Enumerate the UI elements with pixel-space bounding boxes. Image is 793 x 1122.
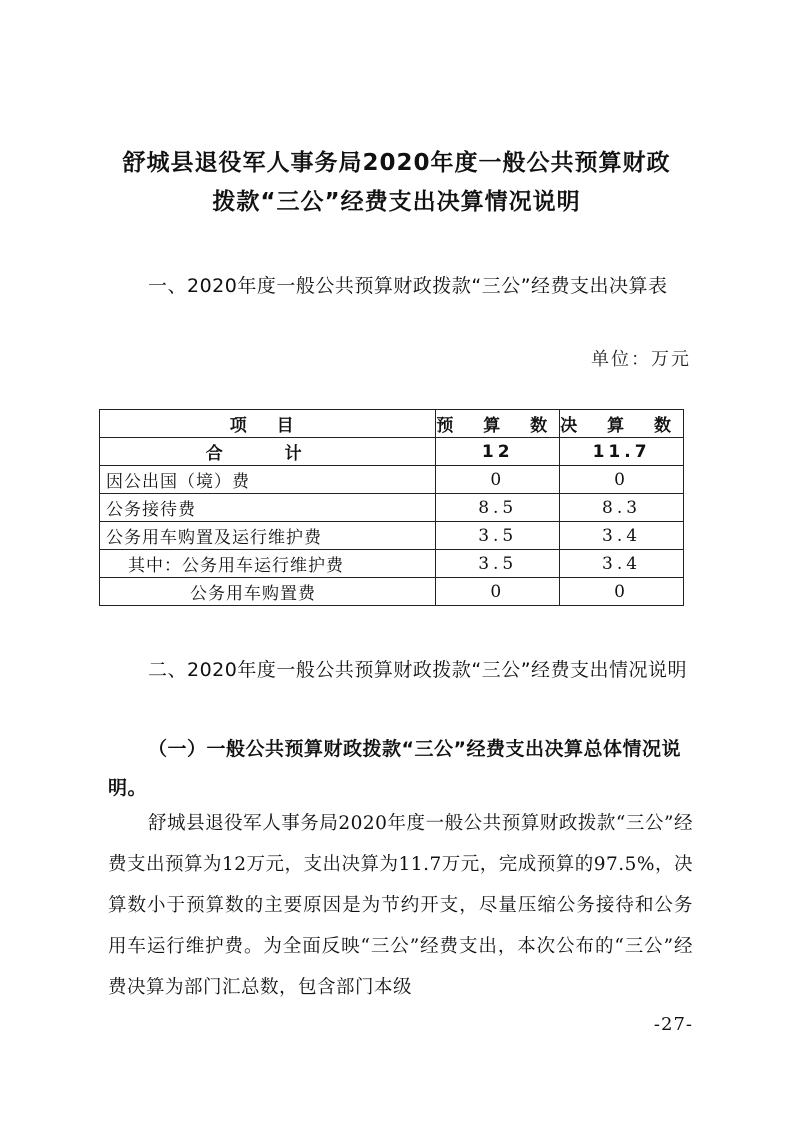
body-paragraph: 舒城县退役军人事务局2020年度一般公共预算财政拨款“三公”经费支出预算为12万元，支出决算为11.7万元，完成预算的97.5%，决算数小于预算数的主要原因是为节约开支，尽量压缩公务接待和公务用车运行维护费。为全面反映“三公”经费支出，本次公布的“三公”经费决算为部门汇总数，包含部门本级 (108, 813, 694, 998)
document-title-line-1: 舒城县退役军人事务局2020年度一般公共预算财政 (122, 150, 671, 176)
header-budget: 预 算 数 (436, 410, 560, 438)
table-row (100, 550, 684, 578)
row-final-value: 0 (560, 578, 684, 606)
row-label: 其中：公务用车运行维护费 (100, 550, 436, 578)
row-budget-value: 8.5 (436, 494, 560, 522)
row-budget-value: 12 (436, 438, 560, 466)
row-label: 公务用车购置及运行维护费 (100, 522, 436, 550)
row-label: 公务接待费 (100, 494, 436, 522)
document-title-line-2: 拨款“三公”经费支出决算情况说明 (212, 189, 581, 215)
row-label: 合 计 (100, 438, 436, 466)
row-budget-value: 3.5 (436, 522, 560, 550)
row-budget-value: 0 (436, 466, 560, 494)
row-final-value: 11.7 (560, 438, 684, 466)
row-final-value: 3.4 (560, 522, 684, 550)
table-row (100, 522, 684, 550)
expenditure-table (99, 409, 684, 606)
page-number: -27- (653, 1014, 693, 1035)
table-row (100, 466, 684, 494)
table-row-total (100, 438, 684, 466)
section-2-heading: 二、2020年度一般公共预算财政拨款“三公”经费支出情况说明 (148, 659, 688, 681)
section-1-heading: 一、2020年度一般公共预算财政拨款“三公”经费支出决算表 (148, 275, 668, 297)
row-budget-value: 3.5 (436, 550, 560, 578)
row-label: 公务用车购置费 (100, 578, 436, 606)
table-header-row (100, 410, 684, 438)
unit-label: 单位：万元 (591, 349, 691, 370)
row-final-value: 3.4 (560, 550, 684, 578)
row-budget-value: 0 (436, 578, 560, 606)
row-final-value: 0 (560, 466, 684, 494)
subsection-1-heading: （一）一般公共预算财政拨款“三公”经费支出决算总体情况说明。 (108, 738, 681, 799)
row-final-value: 8.3 (560, 494, 684, 522)
header-item: 项 目 (100, 410, 436, 438)
header-final: 决 算 数 (560, 410, 684, 438)
table-row (100, 578, 684, 606)
table-row (100, 494, 684, 522)
row-label: 因公出国（境）费 (100, 466, 436, 494)
